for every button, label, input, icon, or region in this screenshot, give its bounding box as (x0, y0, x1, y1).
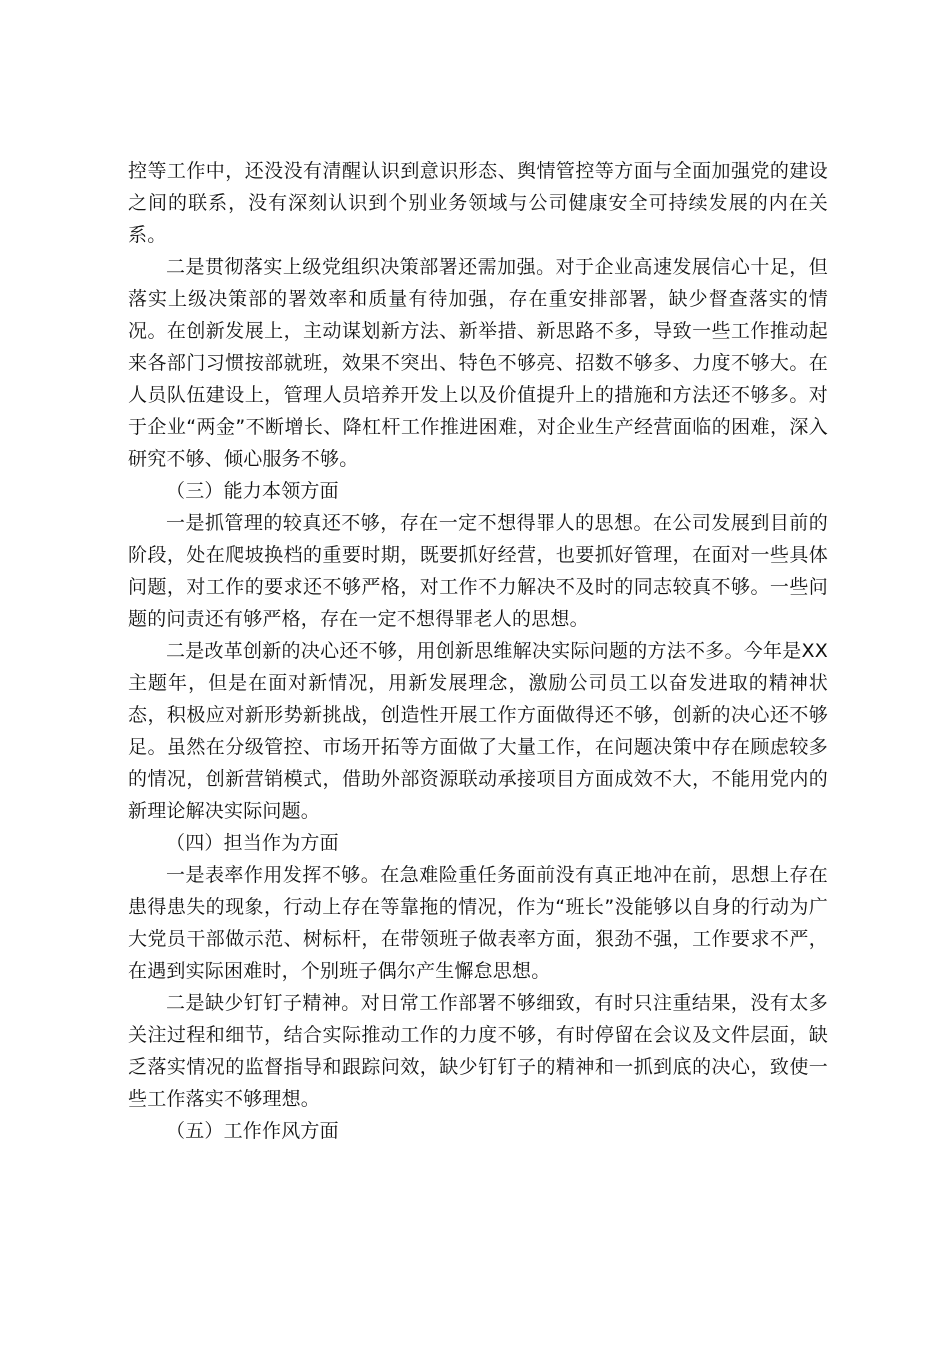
paragraph-implementation: 二是贯彻落实上级党组织决策部署还需加强。对于企业高速发展信心十足，但落实上级决策部的署效率和质量有待加强，存在重安排部署，缺少督查落实的情况。在创新发展上，主动谋划新方法、新举措、新思路不多，导致一些工作推动起来各部门习惯按部就班，效果不突出、特色不够亮、招数不够多、力度不够大。在人员队伍建设上，管理人员培养开发上以及价值提升上的措施和方法还不够多。对于企业“两金”不断增长、降杠杆工作推进困难，对企业生产经营面临的困难，深入研究不够、倾心服务不够。 (128, 256, 828, 470)
paragraph-management: 一是抓管理的较真还不够，存在一定不想得罪人的思想。在公司发展到目前的阶段，处在爬坡换档的重要时期，既要抓好经营，也要抓好管理，在面对一些具体问题，对工作的要求还不够严格，对工作不力解决不及时的同志较真不够。一些问题的问责还有够严格，存在一定不想得罪老人的思想。 (128, 512, 828, 630)
section-heading-ability: （三）能力本领方面 (166, 480, 339, 502)
paragraph-innovation: 二是改革创新的决心还不够，用创新思维解决实际问题的方法不多。今年是XX主题年，但是在面对新情况，用新发展理念，激励公司员工以奋发进取的精神状态，积极应对新形势新挑战，创造性开展工作方面做得还不够，创新的决心还不够足。虽然在分级管控、市场开拓等方面做了大量工作，在问题决策中存在顾虑较多的情况，创新营销模式，借助外部资源联动承接项目方面成效不大，不能用党内的新理论解决实际问题。 (128, 640, 828, 822)
section-heading-responsibility: （四）担当作为方面 (166, 832, 339, 854)
paragraph-leadership: 一是表率作用发挥不够。在急难险重任务面前没有真正地冲在前，思想上存在患得患失的现象，行动上存在等靠拖的情况，作为“班长”没能够以自身的行动为广大党员干部做示范、树标杆，在带领班子做表率方面，狠劲不强，工作要求不严，在遇到实际困难时，个别班子偶尔产生懈怠思想。 (128, 864, 828, 982)
paragraph-continued: 控等工作中，还没没有清醒认识到意识形态、舆情管控等方面与全面加强党的建设之间的联系，没有深刻认识到个别业务领域与公司健康安全可持续发展的内在关系。 (128, 160, 828, 246)
paragraph-perseverance: 二是缺少钉钉子精神。对日常工作部署不够细致，有时只注重结果，没有太多关注过程和细节，结合实际推动工作的力度不够，有时停留在会议及文件层面，缺乏落实情况的监督指导和跟踪问效，缺少钉钉子的精神和一抓到底的决心，致使一些工作落实不够理想。 (128, 992, 828, 1110)
section-heading-work-style: （五）工作作风方面 (166, 1120, 339, 1142)
document-body (128, 155, 828, 1147)
